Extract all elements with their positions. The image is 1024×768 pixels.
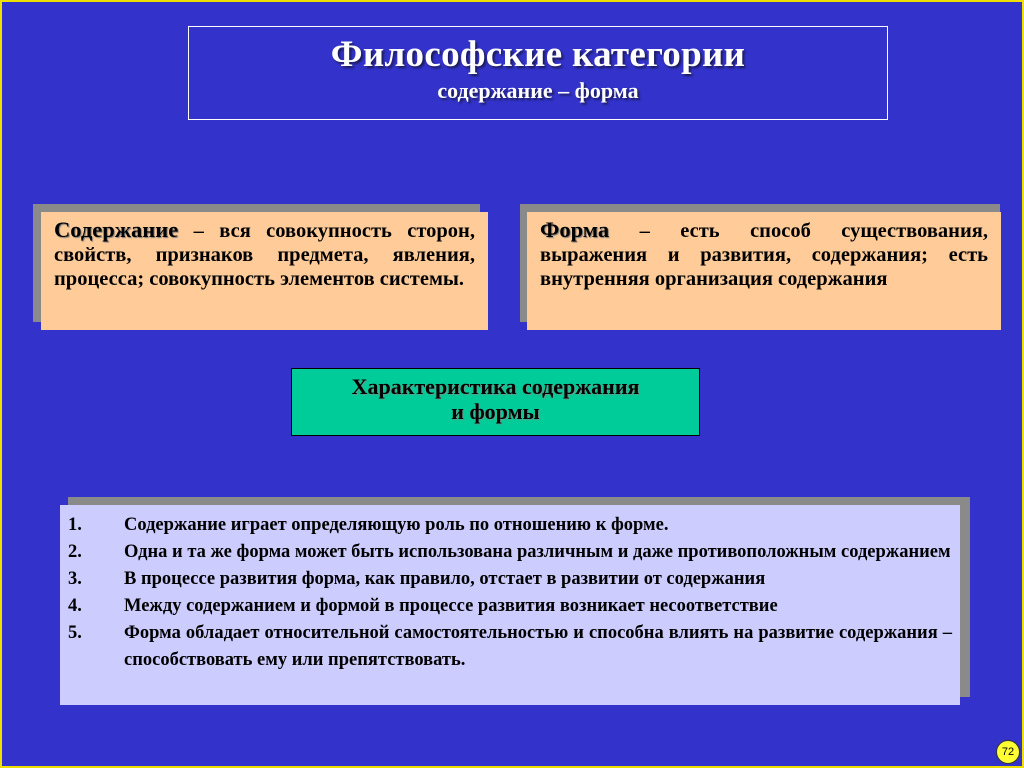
characteristic-heading-line2: и формы (451, 399, 540, 424)
slide-title: Философские категории (330, 34, 746, 75)
characteristic-heading-box (291, 368, 700, 436)
characteristics-list (60, 505, 960, 705)
list-item (68, 512, 952, 539)
form-definition-text: – есть способ существования, выражения и развития, содержания; есть внутренняя организация содержания (540, 220, 988, 290)
list-item-number: 1. (68, 515, 82, 535)
list-item (68, 620, 952, 674)
list-item-number: 2. (68, 542, 82, 562)
list-item-number: 4. (68, 596, 82, 616)
list-item-text: В процессе развития форма, как правило, отстает в развитии от содержания (124, 569, 766, 589)
list-item (68, 566, 952, 593)
list-item-text: Между содержанием и формой в процессе развития возникает несоответствие (124, 596, 778, 616)
list-item (68, 593, 952, 620)
characteristic-heading-line1: Характеристика содержания (351, 374, 640, 399)
title-box (188, 26, 888, 120)
list-item-text: Форма обладает относительной самостоятельностью и способна влиять на развитие содержания – способствовать ему или препятствовать. (124, 623, 952, 670)
page-number-badge: 72 (996, 740, 1020, 764)
list-item-number: 3. (68, 569, 82, 589)
list-item (68, 539, 952, 566)
content-definition-box (41, 212, 488, 330)
slide-subtitle: содержание – форма (437, 78, 639, 103)
form-definition-box (527, 212, 1001, 330)
list-item-text: Содержание играет определяющую роль по отношению к форме. (124, 515, 669, 535)
list-item-number: 5. (68, 623, 82, 643)
list-item-text: Одна и та же форма может быть использована различным и даже противоположным содержанием (124, 542, 951, 562)
content-definition-text: – вся совокупность сторон, свойств, признаков предмета, явления, процесса; совокупность элементов системы. (54, 220, 475, 290)
content-term: Содержание (54, 217, 179, 242)
form-term: Форма (540, 217, 610, 242)
